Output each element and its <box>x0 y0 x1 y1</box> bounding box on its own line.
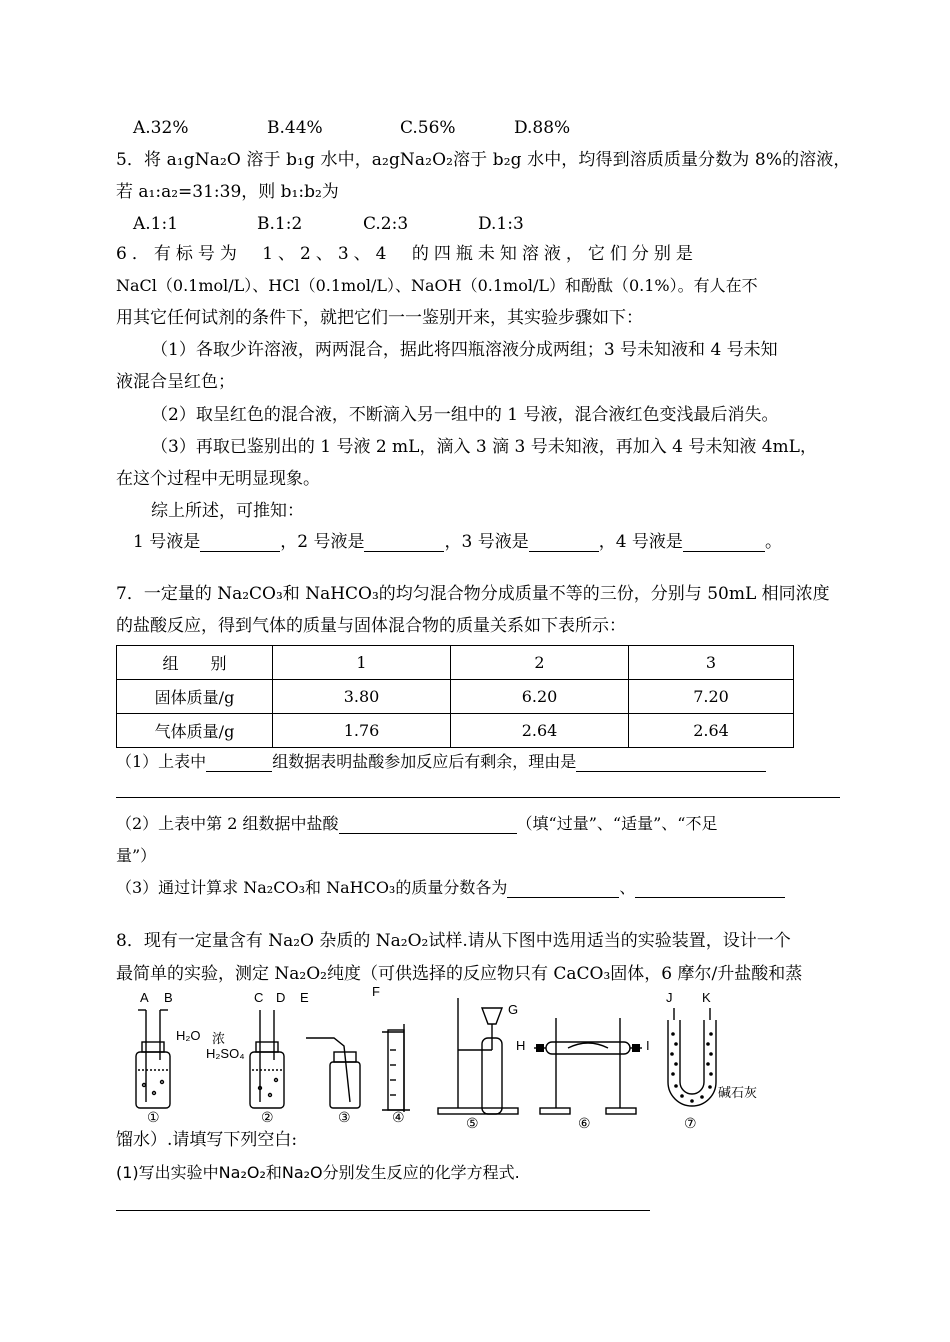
q6-answer-2-blank[interactable] <box>364 533 444 552</box>
figure-number-2: ② <box>261 1110 274 1126</box>
q7-sub1-blank-group[interactable] <box>206 753 272 772</box>
label-h: H <box>516 1038 526 1053</box>
q4-option-c: C.56% <box>400 118 456 138</box>
q6-answer-end: 。 <box>764 532 782 552</box>
apparatus-2-wash-bottle <box>250 1010 284 1108</box>
apparatus-3-gas-bottle <box>306 1038 360 1108</box>
apparatus-drawing <box>120 990 760 1132</box>
q6-answer-4-blank[interactable] <box>683 533 765 552</box>
table-cell: 1.76 <box>273 714 451 748</box>
apparatus-5-stand-funnel <box>438 998 518 1114</box>
q7-sub1-prefix: （1）上表中 <box>116 752 207 771</box>
figure-number-1: ① <box>147 1110 160 1126</box>
label-a: A <box>140 990 149 1005</box>
q6-line3: 用其它任何试剂的条件下，就把它们一一鉴别开来，其实验步骤如下： <box>116 308 643 328</box>
q6-line2: NaCl（0.1mol/L）、HCl（0.1mol/L）、NaOH（0.1mol/L）和酚酞（0.1%）。有人在不 <box>116 276 758 295</box>
q6-answer-1-blank[interactable] <box>200 533 280 552</box>
label-d: D <box>276 990 286 1005</box>
apparatus-figure <box>120 984 760 1132</box>
reagent-sulfuric: H₂SO₄ <box>206 1046 245 1061</box>
q7-sub2-suffix: （填“过量”、“适量”、“不足 <box>516 814 718 833</box>
q5-line1: 5．将 a₁gNa₂O 溶于 b₁g 水中，a₂gNa₂O₂溶于 b₂g 水中，均得到溶质质量分数为 8%的溶液， <box>116 150 851 170</box>
q5-option-a: A.1:1 <box>133 214 179 234</box>
q8-line1: 8．现有一定量含有 Na₂O 杂质的 Na₂O₂试样.请从下图中选用适当的实验装置，设计一个 <box>116 931 791 951</box>
table-cell: 气体质量/g <box>117 714 273 748</box>
q7-sub2 <box>116 814 717 834</box>
apparatus-1-wash-bottle <box>136 1010 170 1108</box>
label-i: I <box>646 1038 650 1053</box>
q7-sub3-blank-nahco3[interactable] <box>635 879 785 898</box>
q4-option-d: D.88% <box>514 118 571 138</box>
q7-sub3-prefix: （3）通过计算求 Na₂CO₃和 NaHCO₃的质量分数各为 <box>116 878 508 897</box>
q4-option-b: B.44% <box>267 118 323 138</box>
q6-summary: 综上所述，可推知： <box>151 501 304 521</box>
table-header-cell: 3 <box>629 646 794 680</box>
q8-line3: 馏水）.请填写下列空白: <box>116 1130 298 1150</box>
q6-step3b: 在这个过程中无明显现象。 <box>116 469 320 489</box>
q5-option-b: B.1:2 <box>257 214 303 234</box>
table-header-row <box>117 646 794 680</box>
q7-line2: 的盐酸反应，得到气体的质量与固体混合物的质量关系如下表所示： <box>116 616 626 636</box>
q7-sub1-middle: 组数据表明盐酸参加反应后有剩余，理由是 <box>272 752 577 771</box>
reagent-soda-lime: 碱石灰 <box>718 1085 758 1100</box>
label-b: B <box>164 990 173 1005</box>
table-header-cell: 组 别 <box>117 646 273 680</box>
q8-sub1-answer-line[interactable] <box>116 1210 650 1211</box>
q6-answer-3-blank[interactable] <box>529 533 599 552</box>
q7-sub2-cont: 量”） <box>116 846 157 865</box>
q6-step3a: （3）再取已鉴别出的 1 号液 2 mL，滴入 3 滴 3 号未知液，再加入 4 号未知液 4mL， <box>151 437 817 457</box>
figure-number-4: ④ <box>392 1110 405 1126</box>
reagent-water: H₂O <box>176 1028 201 1043</box>
table-cell: 3.80 <box>273 680 451 714</box>
q7-sub1 <box>116 752 766 772</box>
q6-answer-line <box>133 532 782 552</box>
table-row <box>117 680 794 714</box>
q7-sub2-blank[interactable] <box>339 815 517 834</box>
label-j: J <box>666 990 673 1005</box>
table-cell: 2.64 <box>451 714 629 748</box>
figure-number-5: ⑤ <box>466 1116 479 1132</box>
q7-sub2-prefix: （2）上表中第 2 组数据中盐酸 <box>116 814 339 833</box>
label-f: F <box>372 984 380 999</box>
q6-answer-4-label: ，4 号液是 <box>598 532 683 552</box>
q4-option-a: A.32% <box>133 118 189 138</box>
q8-line2: 最简单的实验，测定 Na₂O₂纯度（可供选择的反应物只有 CaCO₃固体，6 摩尔/升盐酸和蒸 <box>116 964 803 984</box>
table-header-cell: 2 <box>451 646 629 680</box>
label-k: K <box>702 990 711 1005</box>
table-cell: 固体质量/g <box>117 680 273 714</box>
figure-number-3: ③ <box>338 1110 351 1126</box>
q7-line1: 7．一定量的 Na₂CO₃和 NaHCO₃的均匀混合物分成质量不等的三份，分别与 50mL 相同浓度 <box>116 584 830 604</box>
figure-number-7: ⑦ <box>684 1116 697 1132</box>
reagent-conc: 浓 <box>212 1031 226 1046</box>
figure-number-6: ⑥ <box>578 1116 591 1132</box>
apparatus-7-u-tube <box>668 1008 716 1106</box>
q6-step1b: 液混合呈红色； <box>116 372 235 392</box>
q6-step2: （2）取呈红色的混合液，不断滴入另一组中的 1 号液，混合液红色变浅最后消失。 <box>151 405 779 425</box>
table-cell: 2.64 <box>629 714 794 748</box>
q6-answer-1-label: 1 号液是 <box>133 532 201 552</box>
table-cell: 6.20 <box>451 680 629 714</box>
q8-sub1: (1)写出实验中Na₂O₂和Na₂O分别发生反应的化学方程式. <box>116 1163 520 1182</box>
q7-sub3 <box>116 878 785 898</box>
label-e: E <box>300 990 309 1005</box>
q7-sub1-blank-reason[interactable] <box>576 753 766 772</box>
table-row <box>117 714 794 748</box>
apparatus-6-heated-tube <box>534 1018 642 1114</box>
q5-option-d: D.1:3 <box>478 214 524 234</box>
table-cell: 7.20 <box>629 680 794 714</box>
q6-answer-2-label: ，2 号液是 <box>280 532 365 552</box>
q7-sub3-sep: 、 <box>619 878 636 897</box>
q7-sub3-blank-na2co3[interactable] <box>507 879 619 898</box>
q5-option-c: C.2:3 <box>363 214 409 234</box>
apparatus-4-measuring-cylinder <box>382 1024 410 1112</box>
q7-sub1-answer-line[interactable] <box>116 797 840 798</box>
q6-line1: 6．有标号为 1、2、3、4 的四瓶未知溶液，它们分别是 <box>116 244 698 264</box>
q6-step1a: （1）各取少许溶液，两两混合，据此将四瓶溶液分成两组；3 号未知液和 4 号未知 <box>151 340 778 360</box>
label-g: G <box>508 1002 519 1017</box>
q6-answer-3-label: ，3 号液是 <box>444 532 529 552</box>
label-c: C <box>254 990 264 1005</box>
table-header-cell: 1 <box>273 646 451 680</box>
q5-line2: 若 a₁:a₂=31:39，则 b₁:b₂为 <box>116 182 339 202</box>
q7-data-table <box>116 645 794 748</box>
